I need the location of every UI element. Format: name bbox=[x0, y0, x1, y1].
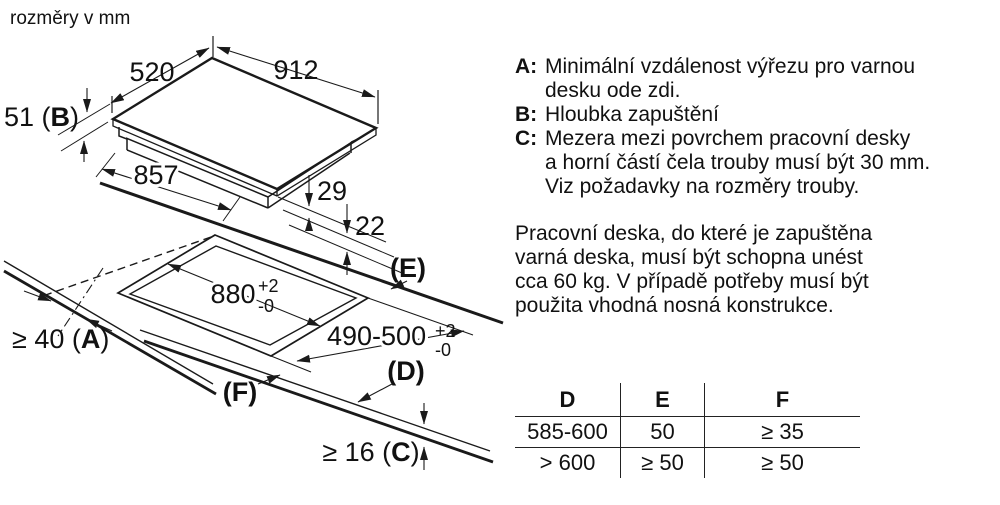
load-note bbox=[515, 222, 995, 318]
dim-29 bbox=[309, 175, 347, 231]
legend-key: B: bbox=[515, 103, 538, 126]
legend-key bbox=[515, 79, 545, 103]
legend-key bbox=[515, 151, 545, 175]
legend-line bbox=[515, 127, 995, 151]
h22-label: 22 bbox=[355, 211, 386, 241]
col-header-e: E bbox=[621, 383, 705, 417]
thickness-label: ≥ 16 (C) bbox=[322, 437, 420, 467]
cutout-length-label: 880 bbox=[210, 279, 256, 309]
dim-c bbox=[322, 403, 424, 470]
table-row bbox=[515, 448, 860, 479]
note-line: cca 60 kg. V případě potřeby musí být bbox=[515, 270, 869, 293]
width-label: 912 bbox=[273, 55, 319, 85]
col-header-f: F bbox=[705, 383, 861, 417]
page-title: rozměry v mm bbox=[10, 8, 131, 29]
label-f: (F) bbox=[222, 377, 258, 407]
tolerance-plus: +2 bbox=[258, 276, 279, 296]
dim-a bbox=[12, 291, 112, 354]
note-line: varná deska, musí být schopna unést bbox=[515, 246, 863, 269]
depth-label: 520 bbox=[129, 57, 175, 87]
tolerance-minus: -0 bbox=[258, 296, 275, 316]
depth-b-label: 51 (B) bbox=[3, 102, 79, 132]
note-line: Pracovní deska, do které je zapuštěna bbox=[515, 222, 873, 245]
cell: > 600 bbox=[515, 448, 621, 479]
cell: 585-600 bbox=[515, 417, 621, 448]
callout-d bbox=[358, 356, 425, 402]
legend-line bbox=[515, 103, 995, 127]
label-e: (E) bbox=[390, 253, 426, 283]
legend-line bbox=[515, 151, 995, 175]
callout-f bbox=[223, 375, 280, 407]
legend-text: a horní částí čela trouby musí být 30 mm. bbox=[545, 151, 931, 174]
h29-label: 29 bbox=[317, 176, 348, 206]
cell: ≥ 50 bbox=[621, 448, 705, 479]
base-width-label: 857 bbox=[133, 160, 179, 190]
note-line: použita vhodná nosná konstrukce. bbox=[515, 294, 834, 317]
table-row bbox=[515, 417, 860, 448]
legend-key: C: bbox=[515, 127, 538, 150]
tolerance-plus: +2 bbox=[435, 321, 456, 341]
legend-text: Minimální vzdálenost výřezu pro varnou bbox=[545, 55, 916, 78]
legend-text: Viz požadavky na rozměry trouby. bbox=[545, 175, 860, 198]
table-header-row bbox=[515, 383, 860, 417]
legend-text: Mezera mezi povrchem pracovní desky bbox=[545, 127, 911, 150]
legend-line bbox=[515, 175, 995, 199]
legend-text: desku ode zdi. bbox=[545, 79, 681, 102]
dim-51b bbox=[4, 88, 87, 162]
cell: ≥ 35 bbox=[705, 417, 861, 448]
legend bbox=[515, 55, 995, 199]
wall-distance-label: ≥ 40 (A) bbox=[12, 324, 110, 354]
cutout-depth-label: 490-500 bbox=[327, 321, 427, 351]
cell: ≥ 50 bbox=[761, 450, 804, 475]
legend-key bbox=[515, 175, 545, 199]
dimension-table bbox=[515, 383, 860, 478]
legend-key: A: bbox=[515, 55, 538, 78]
legend-line bbox=[515, 55, 995, 79]
callout-e bbox=[390, 253, 426, 289]
legend-text: Hloubka zapuštění bbox=[545, 103, 719, 126]
cell: 50 bbox=[621, 417, 705, 448]
col-header-d: D bbox=[515, 383, 621, 417]
label-d: (D) bbox=[387, 356, 425, 386]
cooktop-outline bbox=[58, 36, 402, 273]
tolerance-minus: -0 bbox=[435, 340, 452, 360]
legend-line bbox=[515, 79, 995, 103]
